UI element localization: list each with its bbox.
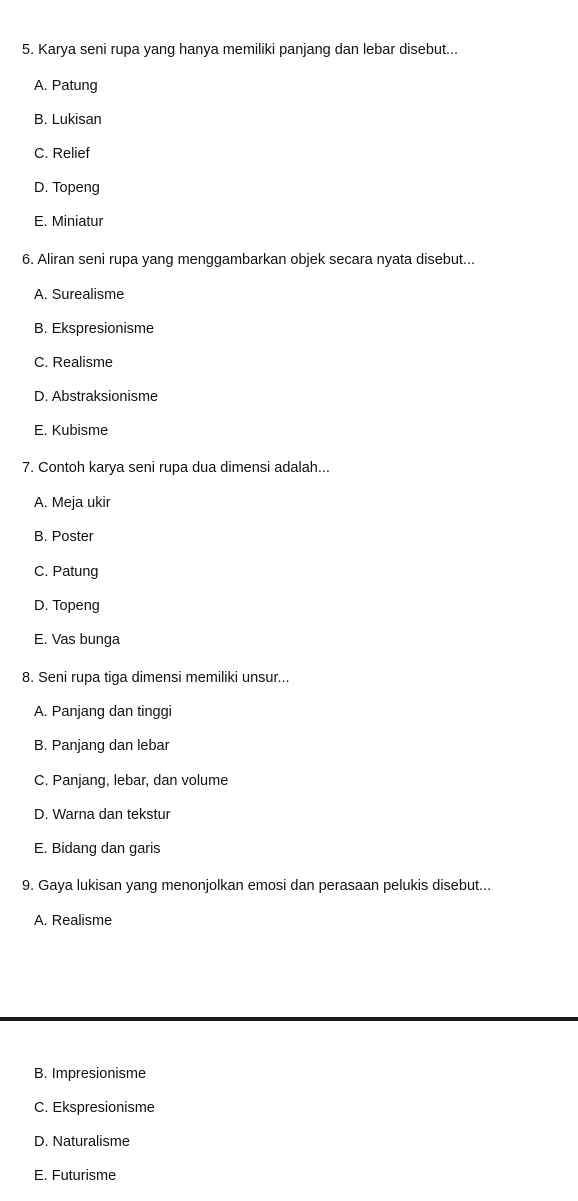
question-8-option-b: B. Panjang dan lebar xyxy=(34,738,170,754)
question-6-option-a: A. Surealisme xyxy=(34,287,125,303)
question-7-option-c: C. Patung xyxy=(34,564,99,580)
question-9-option-e: E. Futurisme xyxy=(34,1168,117,1184)
question-8-option-a: A. Panjang dan tinggi xyxy=(34,704,172,720)
question-6-text: 6. Aliran seni rupa yang menggambarkan objek secara nyata disebut... xyxy=(22,252,475,268)
question-8-option-e: E. Bidang dan garis xyxy=(34,841,161,857)
question-9-option-c: C. Ekspresionisme xyxy=(34,1100,155,1116)
question-6-option-d: D. Abstraksionisme xyxy=(34,389,159,405)
question-7-option-d: D. Topeng xyxy=(34,598,100,614)
question-5-option-d: D. Topeng xyxy=(34,180,100,196)
question-9-option-d: D. Naturalisme xyxy=(34,1134,130,1150)
question-5-text: 5. Karya seni rupa yang hanya memiliki panjang dan lebar disebut... xyxy=(22,42,459,58)
question-9-option-b: B. Impresionisme xyxy=(34,1066,147,1082)
question-7-option-b: B. Poster xyxy=(34,529,94,545)
question-9-text: 9. Gaya lukisan yang menonjolkan emosi dan perasaan pelukis disebut... xyxy=(22,878,492,894)
question-6-option-c: C. Realisme xyxy=(34,355,113,371)
question-8-option-c: C. Panjang, lebar, dan volume xyxy=(34,773,229,789)
question-7-text: 7. Contoh karya seni rupa dua dimensi adalah... xyxy=(22,460,330,476)
question-5-option-e: E. Miniatur xyxy=(34,214,104,230)
question-6-option-b: B. Ekspresionisme xyxy=(34,321,155,337)
question-7-option-e: E. Vas bunga xyxy=(34,632,120,648)
question-5-option-c: C. Relief xyxy=(34,146,90,162)
question-6-option-e: E. Kubisme xyxy=(34,423,109,439)
question-5-option-b: B. Lukisan xyxy=(34,112,102,128)
question-8-option-d: D. Warna dan tekstur xyxy=(34,807,171,823)
question-7-option-a: A. Meja ukir xyxy=(34,495,111,511)
section-divider xyxy=(0,1017,578,1021)
question-8-text: 8. Seni rupa tiga dimensi memiliki unsur... xyxy=(22,670,290,686)
question-9-option-a: A. Realisme xyxy=(34,913,113,929)
question-5-option-a: A. Patung xyxy=(34,78,98,94)
